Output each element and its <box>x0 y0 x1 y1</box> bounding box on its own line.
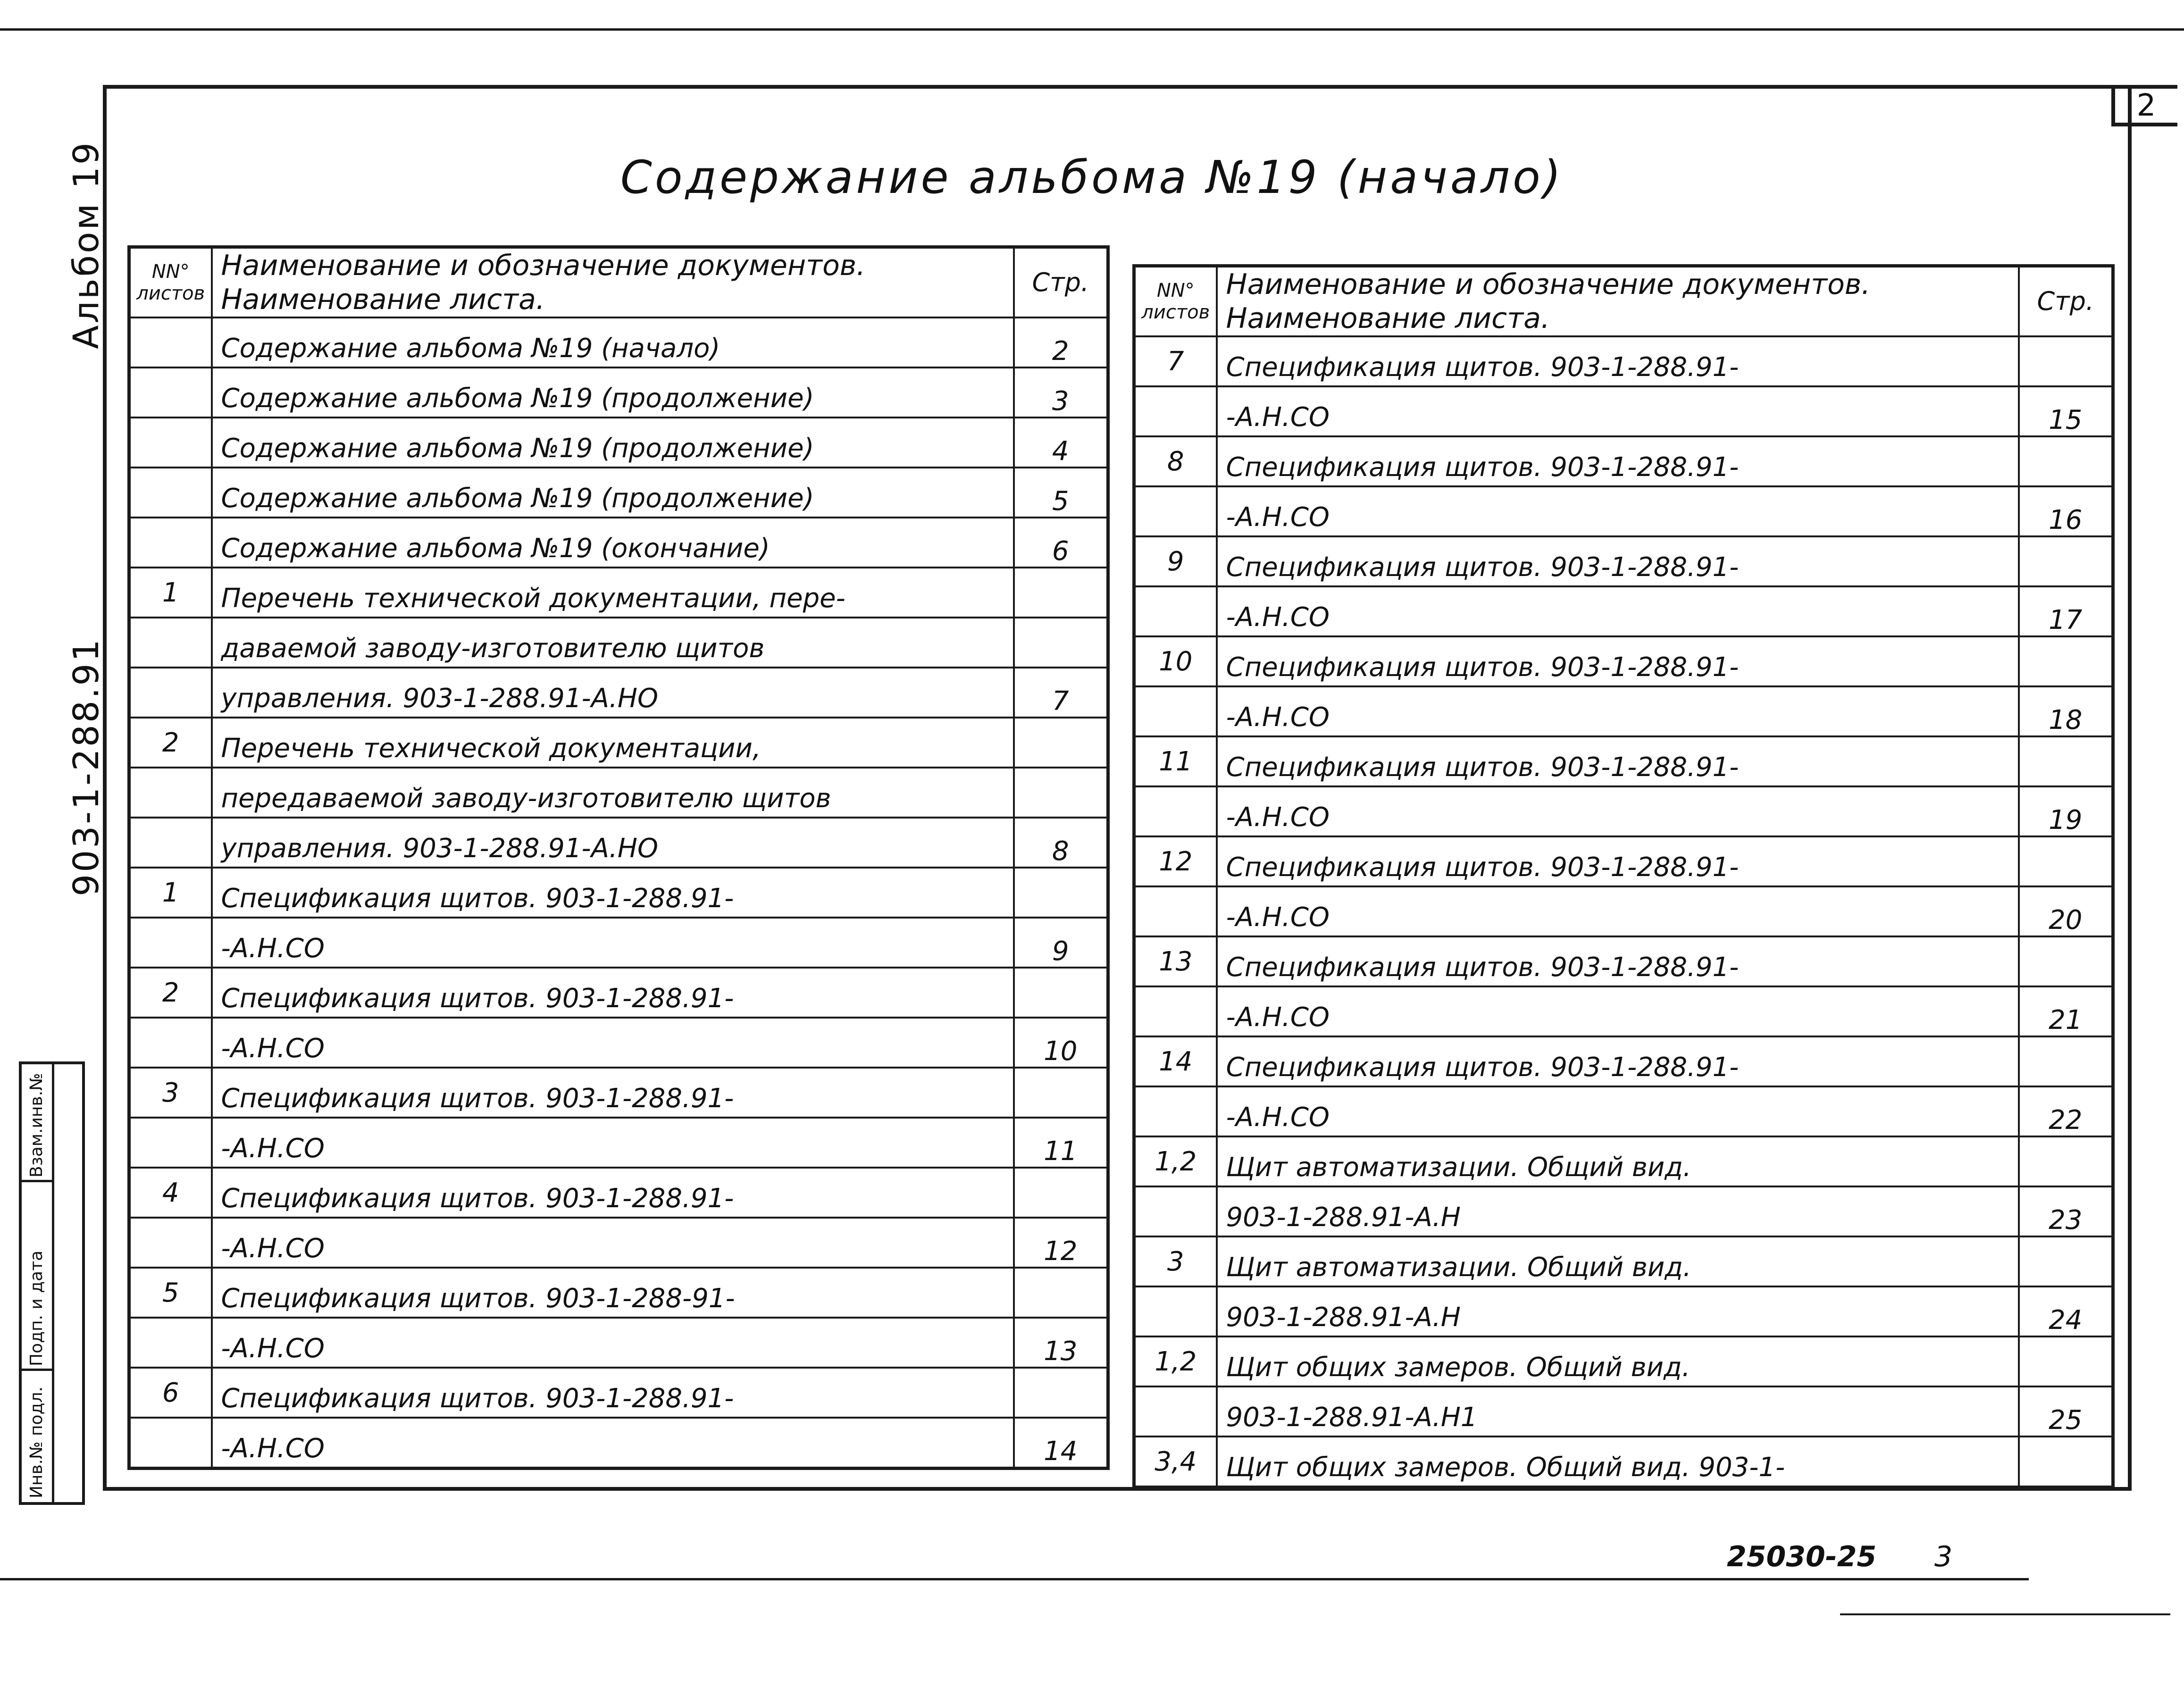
table-row <box>129 1368 1108 1418</box>
page-cell: 2 <box>1014 317 1108 367</box>
page-cell <box>2019 1136 2113 1186</box>
page-cell: 23 <box>2019 1186 2113 1236</box>
page-cell <box>2019 1236 2113 1286</box>
document-name-cell: -А.Н.СО <box>1217 886 2019 936</box>
page-cell <box>2019 936 2113 986</box>
sheet-number-cell <box>1134 786 1217 836</box>
sheet-number-cell: 8 <box>1134 436 1217 486</box>
document-name-cell: -А.Н.СО <box>1217 586 2019 636</box>
document-name-cell: 903-1-288.91-А.Н <box>1217 1286 2019 1336</box>
document-name-cell: даваемой заводу-изготовителю щитов <box>212 618 1014 668</box>
document-name-cell: -А.Н.СО <box>1217 1086 2019 1136</box>
page-cell: 15 <box>2019 386 2113 436</box>
page-cell <box>2019 736 2113 786</box>
page-cell <box>1014 718 1108 768</box>
table-row <box>129 418 1108 468</box>
table-row <box>1134 336 2113 386</box>
table-row <box>1134 1236 2113 1286</box>
table-row <box>1134 1336 2113 1386</box>
table-row <box>1134 1286 2113 1336</box>
document-name-cell: -А.Н.СО <box>212 1118 1014 1168</box>
table-row <box>129 568 1108 618</box>
page-cell: 16 <box>2019 486 2113 536</box>
document-name-cell: Спецификация щитов. 903-1-288.91- <box>1217 436 2019 486</box>
table-row <box>129 718 1108 768</box>
document-name-cell: Перечень технической документации, <box>212 718 1014 768</box>
table-row <box>129 1168 1108 1218</box>
table-row <box>1134 436 2113 486</box>
page-cell <box>2019 436 2113 486</box>
document-name-cell: -А.Н.СО <box>1217 986 2019 1036</box>
document-name-cell: Спецификация щитов. 903-1-288.91- <box>1217 936 2019 986</box>
page-cell: 13 <box>1014 1318 1108 1368</box>
page-cell <box>2019 836 2113 886</box>
sheet-number-cell: 6 <box>129 1368 212 1418</box>
document-name-cell: -А.Н.СО <box>212 1318 1014 1368</box>
sheet-number-cell <box>129 768 212 818</box>
table-row <box>1134 736 2113 786</box>
document-name-cell: Щит общих замеров. Общий вид. 903-1- <box>1217 1436 2019 1487</box>
page-cell <box>2019 1436 2113 1487</box>
table-row <box>1134 1136 2113 1186</box>
header-name <box>1217 266 2019 337</box>
document-name-cell: Щит автоматизации. Общий вид. <box>1217 1236 2019 1286</box>
table-row <box>129 768 1108 818</box>
document-name-cell: Спецификация щитов. 903-1-288.91- <box>1217 636 2019 686</box>
page-cell: 6 <box>1014 518 1108 568</box>
document-name-cell: управления. 903-1-288.91-А.НО <box>212 668 1014 718</box>
sheet-number-cell: 1 <box>129 868 212 918</box>
sheet-number-cell <box>129 518 212 568</box>
page-cell: 17 <box>2019 586 2113 636</box>
header-num: NN° листов <box>1134 266 1217 337</box>
document-name-cell: Спецификация щитов. 903-1-288.91- <box>1217 1036 2019 1086</box>
page-cell <box>1014 768 1108 818</box>
document-name-cell: Спецификация щитов. 903-1-288.91- <box>212 1168 1014 1218</box>
page-cell <box>1014 1368 1108 1418</box>
project-code: 903-1-288.91 <box>66 637 107 896</box>
table-row <box>1134 936 2113 986</box>
album-label: Альбом 19 <box>66 141 107 349</box>
sheet-number-cell <box>1134 386 1217 436</box>
contents-table-right <box>1132 264 2115 1489</box>
contents-rows-right <box>1134 336 2113 1487</box>
page-cell: 7 <box>1014 668 1108 718</box>
sheet-number-cell <box>129 818 212 868</box>
page-cell: 24 <box>2019 1286 2113 1336</box>
stamp-cell-signature <box>22 1182 52 1371</box>
table-row <box>1134 786 2113 836</box>
sheet-number-cell <box>1134 986 1217 1036</box>
page-cell <box>1014 1268 1108 1318</box>
page-cell: 20 <box>2019 886 2113 936</box>
document-name-cell: -А.Н.СО <box>212 918 1014 968</box>
page-cell: 10 <box>1014 1018 1108 1068</box>
document-name-cell: Спецификация щитов. 903-1-288.91- <box>212 968 1014 1018</box>
page-cell <box>1014 868 1108 918</box>
table-row <box>1134 536 2113 586</box>
stamp-label-signature: Подп. и дата <box>27 1250 46 1366</box>
approval-stamp <box>19 1061 85 1505</box>
page-cell: 25 <box>2019 1386 2113 1436</box>
sheet-number-cell: 3 <box>129 1068 212 1118</box>
table-row <box>129 1268 1108 1318</box>
header-page: Стр. <box>2019 266 2113 337</box>
table-row <box>1134 1386 2113 1436</box>
document-name-cell: Содержание альбома №19 (продолжение) <box>212 418 1014 468</box>
sheet-number-cell <box>1134 1086 1217 1136</box>
page-cell: 22 <box>2019 1086 2113 1136</box>
sheet-number-cell: 13 <box>1134 936 1217 986</box>
header-name-line1: Наименование и обозначение документов. <box>1226 268 1871 301</box>
document-name-cell: Спецификация щитов. 903-1-288.91- <box>212 1368 1014 1418</box>
sheet-number-cell <box>1134 1186 1217 1236</box>
sheet-number-cell: 3 <box>1134 1236 1217 1286</box>
page-cell: 3 <box>1014 367 1108 418</box>
sheet-number-cell <box>129 367 212 418</box>
document-name-cell: Перечень технической документации, пере- <box>212 568 1014 618</box>
sheet-number-cell: 9 <box>1134 536 1217 586</box>
document-name-cell: -А.Н.СО <box>1217 486 2019 536</box>
sheet-number-cell <box>129 317 212 367</box>
document-name-cell: -А.Н.СО <box>212 1018 1014 1068</box>
page-cell: 21 <box>2019 986 2113 1036</box>
document-name-cell: Содержание альбома №19 (начало) <box>212 317 1014 367</box>
table-row <box>129 818 1108 868</box>
table-row <box>1134 386 2113 436</box>
sheet-number-cell <box>1134 1286 1217 1336</box>
page-cell: 12 <box>1014 1218 1108 1268</box>
contents-table-left <box>127 245 1110 1470</box>
page-cell <box>1014 1168 1108 1218</box>
page-cell <box>2019 536 2113 586</box>
page-number: 2 <box>2111 85 2177 126</box>
page-cell <box>2019 336 2113 386</box>
table-row <box>1134 636 2113 686</box>
table-row <box>129 968 1108 1018</box>
sheet-number-cell <box>129 918 212 968</box>
scan-edge-top <box>0 28 2184 31</box>
table-row <box>1134 836 2113 886</box>
page-cell: 9 <box>1014 918 1108 968</box>
sheet-number-cell <box>129 618 212 668</box>
table-row <box>129 1318 1108 1368</box>
sheet-number-cell <box>1134 586 1217 636</box>
table-row <box>129 367 1108 418</box>
page-cell <box>2019 1036 2113 1086</box>
page-cell <box>1014 618 1108 668</box>
page-cell: 11 <box>1014 1118 1108 1168</box>
sheet-number-cell <box>1134 886 1217 936</box>
page-cell <box>1014 1068 1108 1118</box>
header-name-line1: Наименование и обозначение документов. <box>221 249 866 282</box>
table-row <box>129 1218 1108 1268</box>
sheet-number-cell <box>129 1118 212 1168</box>
table-row <box>129 868 1108 918</box>
table-row <box>1134 1436 2113 1487</box>
document-name-cell: Содержание альбома №19 (продолжение) <box>212 468 1014 518</box>
document-name-cell: Спецификация щитов. 903-1-288.91- <box>1217 336 2019 386</box>
page-cell <box>1014 968 1108 1018</box>
sheet-number-cell: 10 <box>1134 636 1217 686</box>
document-name-cell: Содержание альбома №19 (продолжение) <box>212 367 1014 418</box>
table-row <box>1134 686 2113 736</box>
sheet-number-cell <box>129 1318 212 1368</box>
document-name-cell: 903-1-288.91-А.Н <box>1217 1186 2019 1236</box>
header-name <box>212 247 1014 318</box>
sheet-number-cell: 12 <box>1134 836 1217 886</box>
table-row <box>129 468 1108 518</box>
sheet-number-cell <box>1134 1386 1217 1436</box>
document-name-cell: -А.Н.СО <box>1217 386 2019 436</box>
table-row <box>129 518 1108 568</box>
document-name-cell: Содержание альбома №19 (окончание) <box>212 518 1014 568</box>
header-num: NN° листов <box>129 247 212 318</box>
table-row <box>129 668 1108 718</box>
sheet-number-cell <box>1134 486 1217 536</box>
sheet-number-cell: 3,4 <box>1134 1436 1217 1487</box>
sheet-number-cell: 1,2 <box>1134 1136 1217 1186</box>
header-name-line2: Наименование листа. <box>1226 302 1550 335</box>
sheet-number-cell: 5 <box>129 1268 212 1318</box>
sheet-number-cell: 14 <box>1134 1036 1217 1086</box>
page-cell: 19 <box>2019 786 2113 836</box>
stamp-label-inventory: Инв.№ подл. <box>27 1386 46 1498</box>
sheet-number-cell <box>129 418 212 468</box>
sheet-number-cell <box>129 1418 212 1469</box>
table-row <box>129 1118 1108 1168</box>
document-name-cell: Спецификация щитов. 903-1-288.91- <box>1217 536 2019 586</box>
header-page: Стр. <box>1014 247 1108 318</box>
document-name-cell: управления. 903-1-288.91-А.НО <box>212 818 1014 868</box>
document-name-cell: Спецификация щитов. 903-1-288.91- <box>212 1068 1014 1118</box>
scan-edge-bottom-right <box>1840 1613 2170 1615</box>
page-cell: 5 <box>1014 468 1108 518</box>
page-cell: 18 <box>2019 686 2113 736</box>
page-cell: 14 <box>1014 1418 1108 1469</box>
stamp-cell-replacement <box>22 1064 52 1182</box>
sheet-number-cell: 2 <box>129 718 212 768</box>
document-name-cell: Щит автоматизации. Общий вид. <box>1217 1136 2019 1186</box>
table-row <box>1134 1036 2113 1086</box>
document-name-cell: 903-1-288.91-А.Н1 <box>1217 1386 2019 1436</box>
table-row <box>129 1418 1108 1469</box>
table-row <box>129 1018 1108 1068</box>
sheet-number-cell <box>129 468 212 518</box>
table-row <box>129 1068 1108 1118</box>
stamp-label-replacement: Взам.инв.№ <box>27 1073 46 1178</box>
page-cell: 8 <box>1014 818 1108 868</box>
table-row <box>1134 1186 2113 1236</box>
table-row <box>1134 486 2113 536</box>
table-row <box>129 918 1108 968</box>
stamp-cell-inventory <box>22 1371 52 1503</box>
document-name-cell: -А.Н.СО <box>1217 786 2019 836</box>
document-name-cell: -А.Н.СО <box>1217 686 2019 736</box>
table-row <box>1134 886 2113 936</box>
page-cell <box>1014 568 1108 618</box>
table-row <box>1134 586 2113 636</box>
sheet-number-cell: 1,2 <box>1134 1336 1217 1386</box>
document-name-cell: -А.Н.СО <box>212 1418 1014 1469</box>
sheet-number-cell: 7 <box>1134 336 1217 386</box>
table-row <box>1134 1086 2113 1136</box>
document-name-cell: Спецификация щитов. 903-1-288.91- <box>1217 836 2019 886</box>
sheet-number-cell: 11 <box>1134 736 1217 786</box>
sheet-number-cell: 2 <box>129 968 212 1018</box>
sheet-number-cell <box>129 668 212 718</box>
sheet-number-cell <box>129 1218 212 1268</box>
sheet-number-cell <box>1134 686 1217 736</box>
document-name-cell: передаваемой заводу-изготовителю щитов <box>212 768 1014 818</box>
document-code: 25030-25 <box>1727 1540 1877 1573</box>
contents-rows-left <box>129 317 1108 1469</box>
table-row <box>129 317 1108 367</box>
sheet-number-cell <box>129 1018 212 1068</box>
document-name-cell: Щит общих замеров. Общий вид. <box>1217 1336 2019 1386</box>
sheet-number-cell: 4 <box>129 1168 212 1218</box>
sheet-number-cell: 1 <box>129 568 212 618</box>
document-name-cell: Спецификация щитов. 903-1-288-91- <box>212 1268 1014 1318</box>
table-row <box>1134 986 2113 1036</box>
page-cell <box>2019 636 2113 686</box>
header-name-line2: Наименование листа. <box>221 283 545 316</box>
document-name-cell: Спецификация щитов. 903-1-288.91- <box>212 868 1014 918</box>
scan-edge-bottom <box>0 1578 2029 1580</box>
sheet-number: 3 <box>1934 1540 1953 1573</box>
page-title: Содержание альбома №19 (начало) <box>620 151 1564 204</box>
table-row <box>129 618 1108 668</box>
page-cell <box>2019 1336 2113 1386</box>
page-cell: 4 <box>1014 418 1108 468</box>
document-name-cell: Спецификация щитов. 903-1-288.91- <box>1217 736 2019 786</box>
document-name-cell: -А.Н.СО <box>212 1218 1014 1268</box>
